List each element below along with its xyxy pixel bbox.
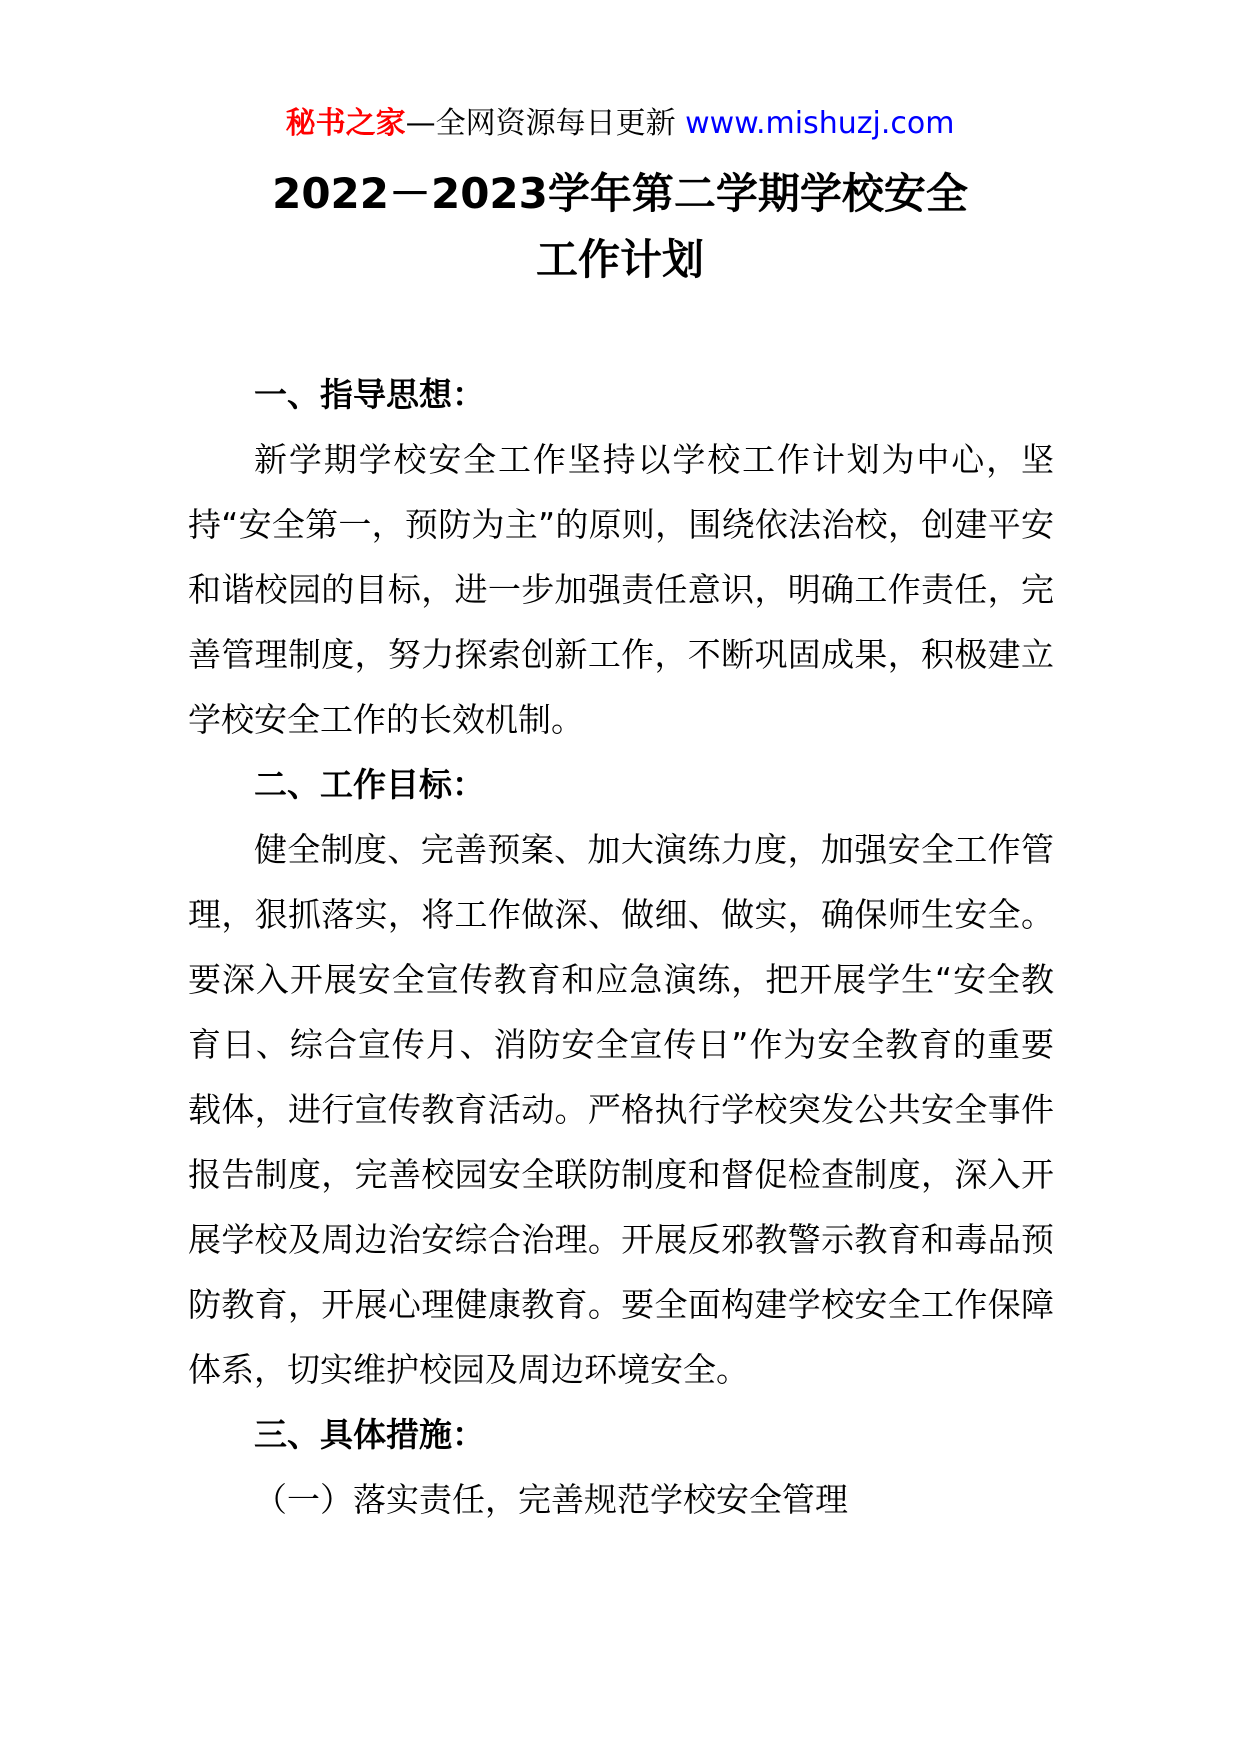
section-3-heading: 三、具体措施：: [254, 1415, 485, 1454]
section-1-paragraph: 新学期学校安全工作坚持以学校工作计划为中心，坚持“安全第一，预防为主”的原则，围绕依法治校，创建平安和谐校园的目标，进一步加强责任意识，明确工作责任，完善管理制度，努力探索创新工作，不断巩固成果，积极建立学校安全工作的长效机制。: [188, 440, 1054, 739]
section-2-paragraph: 健全制度、完善预案、加大演练力度，加强安全工作管理，狠抓落实，将工作做深、做细、做实，确保师生安全。要深入开展安全宣传教育和应急演练，把开展学生“安全教育日、综合宣传月、消防安全宣传日”作为安全教育的重要载体，进行宣传教育活动。严格执行学校突发公共安全事件报告制度，完善校园安全联防制度和督促检查制度，深入开展学校及周边治安综合治理。开展反邪教警示教育和毒品预防教育，开展心理健康教育。要全面构建学校安全工作保障体系，切实维护校园及周边环境安全。: [188, 830, 1054, 1389]
document-body: [188, 362, 1054, 1532]
section-1-heading: 一、指导思想：: [254, 375, 485, 414]
site-url-link[interactable]: www.mishuzj.com: [685, 106, 955, 141]
site-brand: 秘书之家: [285, 106, 406, 141]
document-title-line-2: 工作计划: [535, 235, 704, 284]
site-header: [0, 104, 1240, 144]
section-2-heading: 二、工作目标：: [254, 765, 485, 804]
section-3-subheading-1: （一）落实责任，完善规范学校安全管理: [254, 1480, 848, 1519]
site-tagline: —全网资源每日更新: [405, 106, 676, 141]
document-title-line-1: 2022－2023学年第二学期学校安全: [272, 169, 968, 218]
